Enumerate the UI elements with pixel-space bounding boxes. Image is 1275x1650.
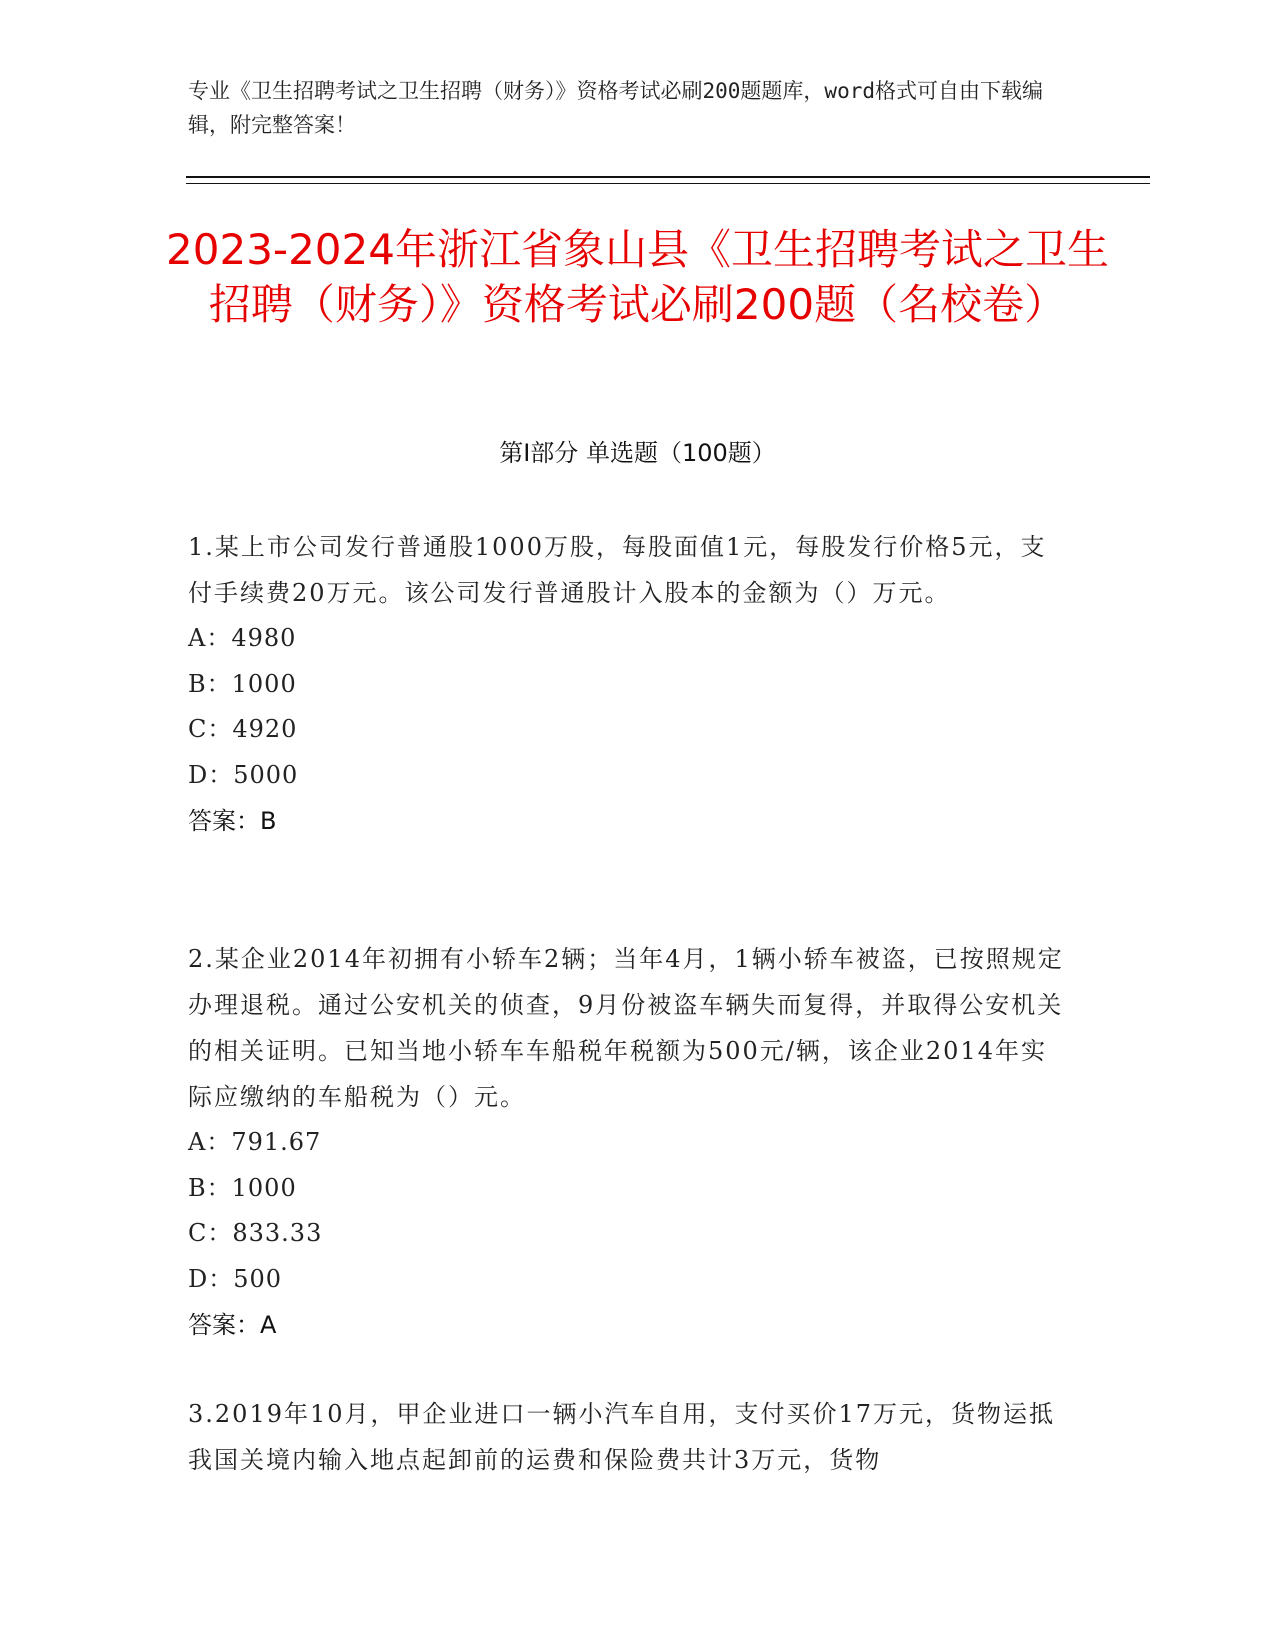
option-c: C：4920 (188, 715, 298, 743)
answer: 答案：B (188, 807, 277, 835)
option-c: C：833.33 (188, 1219, 323, 1247)
option-b: B：1000 (188, 1173, 297, 1202)
question-stem: 1.某上市公司发行普通股1000万股，每股面值1元，每股发行价格5元，支付手续费20万元。该公司发行普通股计入股本的金额为（）万元。 (188, 533, 1047, 607)
header-note: 专业《卫生招聘考试之卫生招聘（财务）》资格考试必刷200题题库，word格式可自由下载编辑，附完整答案！ (188, 79, 1043, 137)
section-title: 第Ⅰ部分 单选题（100题） (499, 439, 776, 467)
question-3 (188, 1391, 1068, 1483)
option-d: D：5000 (188, 760, 299, 789)
question-1 (188, 524, 1068, 844)
answer: 答案：A (188, 1311, 277, 1339)
question-stem: 3.2019年10月，甲企业进口一辆小汽车自用，支付买价17万元，货物运抵我国关境内输入地点起卸前的运费和保险费共计3万元，货物 (188, 1400, 1056, 1474)
option-d: D：500 (188, 1264, 283, 1293)
question-2 (188, 936, 1068, 1348)
option-a: A：791.67 (188, 1128, 322, 1156)
option-a: A：4980 (188, 624, 297, 652)
question-stem: 2.某企业2014年初拥有小轿车2辆；当年4月，1辆小轿车被盗，已按照规定办理退税。通过公安机关的侦查，9月份被盗车辆失而复得，并取得公安机关的相关证明。已知当地小轿车车船税年税额为500元/辆，该企业2014年实际应缴纳的车船税为（）元。 (188, 945, 1064, 1111)
document-title: 2023-2024年浙江省象山县《卫生招聘考试之卫生招聘（财务）》资格考试必刷200题（名校卷） (166, 225, 1109, 329)
header-divider-thick (186, 176, 1150, 178)
option-b: B：1000 (188, 669, 297, 698)
header-divider-thin (186, 183, 1150, 184)
